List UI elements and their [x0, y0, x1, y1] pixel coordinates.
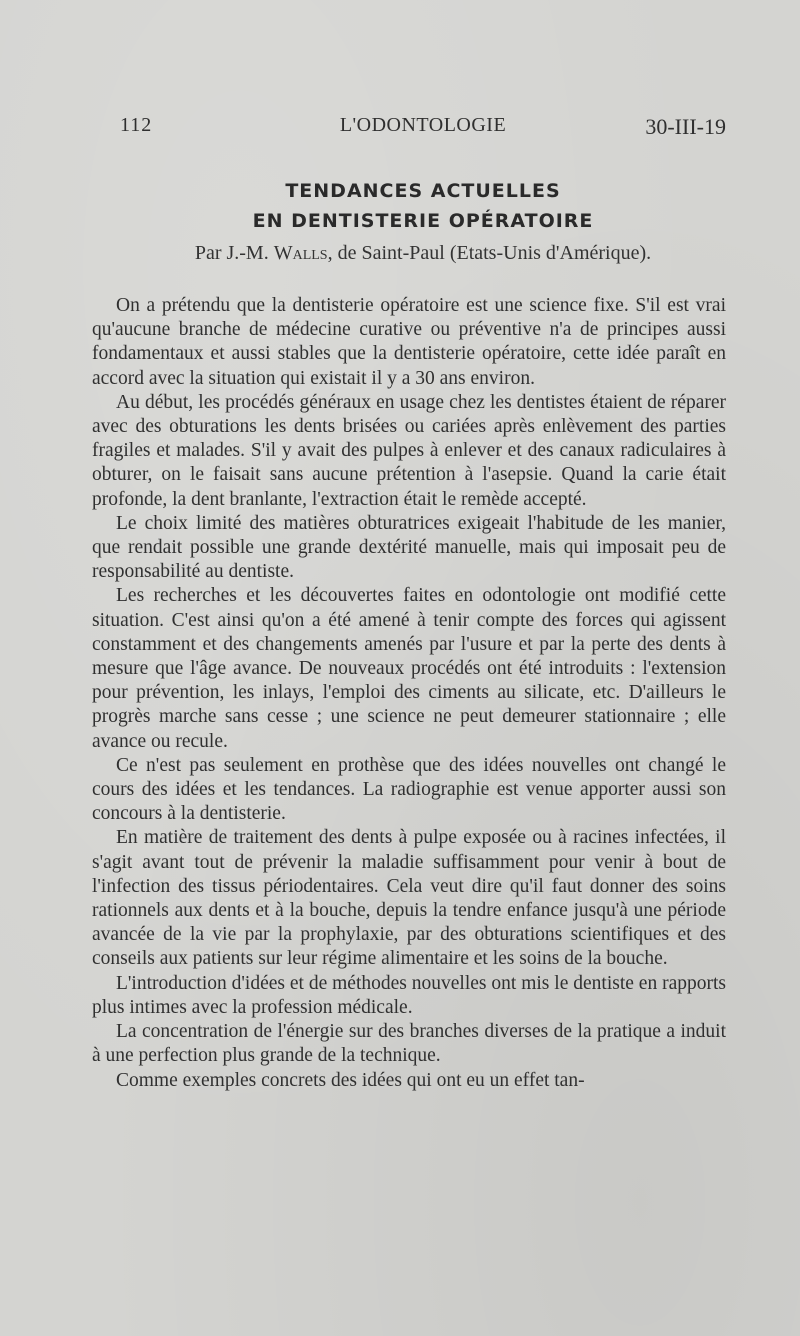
byline-suffix: , de Saint-Paul (Etats-Unis d'Amérique).: [327, 242, 652, 264]
byline: [120, 242, 726, 265]
article-title: [120, 176, 726, 236]
issue-date: 30-III-19: [645, 114, 726, 139]
paragraph: Le choix limité des matières obturatrices exigeait l'habitude de les manier, que rendait possible une grande dextérité manuelle, mais qui imposait peu de responsabilité au dentiste.: [92, 512, 726, 583]
byline-author: Walls: [273, 242, 328, 264]
paragraph: Ce n'est pas seulement en prothèse que des idées nouvelles ont changé le cours des idées et les tendances. La radiographie est venue apporter aussi son concours à la dentisterie.: [92, 754, 726, 825]
page-number: 112: [120, 114, 153, 136]
paragraph: Les recherches et les découvertes faites en odontologie ont modifié cette situation. C'est ainsi qu'on a été amené à tenir compte des forces qui agissent constamment et des changements amenés par l'usure et par la perte des dents à mesure que l'âge avance. De nouveaux procédés ont été introduits : l'extension pour prévention, les inlays, l'emploi des ciments au silicate, etc. D'ailleurs le progrès marche sans cesse ; une science ne peut demeurer stationnaire ; elle avance ou recule.: [92, 585, 726, 752]
paragraph: La concentration de l'énergie sur des branches diverses de la pratique a induit à une perfection plus grande de la technique.: [92, 1021, 726, 1067]
byline-prefix: Par J.-M.: [194, 242, 274, 264]
paragraph: Comme exemples concrets des idées qui ont eu un effet tan-: [116, 1069, 585, 1091]
paragraph: Au début, les procédés généraux en usage chez les dentistes étaient de réparer avec des obturations les dents brisées ou cariées après enlèvement des parties fragiles et malades. S'il y avait des pulpes à enlever et des canaux radiculaires à obturer, on le faisait sans aucune prétention à l'asepsie. Quand la carie était profonde, la dent branlante, l'extraction était le remède accepté.: [92, 391, 726, 510]
paragraph: L'introduction d'idées et de méthodes nouvelles ont mis le dentiste en rapports plus intimes avec la profession médicale.: [92, 972, 726, 1018]
journal-name: L'ODONTOLOGIE: [339, 114, 507, 136]
article-title-line-1: TENDANCES ACTUELLES: [285, 180, 561, 202]
paragraph: On a prétendu que la dentisterie opératoire est une science fixe. S'il est vrai qu'aucune branche de médecine curative ou préventive n'a de principes aussi fondamentaux et aussi stables que la dentisterie opératoire, cette idée paraît en accord avec la situation qui existait il y a 30 ans environ.: [92, 295, 726, 389]
running-header: [120, 114, 726, 144]
article-body: [92, 294, 726, 1093]
paragraph: En matière de traitement des dents à pulpe exposée ou à racines infectées, il s'agit avant tout de prévenir la maladie suffisamment pour venir à bout de l'infection des tissus périodentaires. Cela veut dire qu'il faut donner des soins rationnels aux dents et à la bouche, depuis la tendre enfance jusqu'à une période avancée de la vie par la prophylaxie, par des obturations scientifiques et des conseils aux patients sur leur régime alimentaire et les soins de la bouche.: [92, 827, 726, 970]
article-title-line-2: EN DENTISTERIE OPÉRATOIRE: [252, 210, 594, 232]
